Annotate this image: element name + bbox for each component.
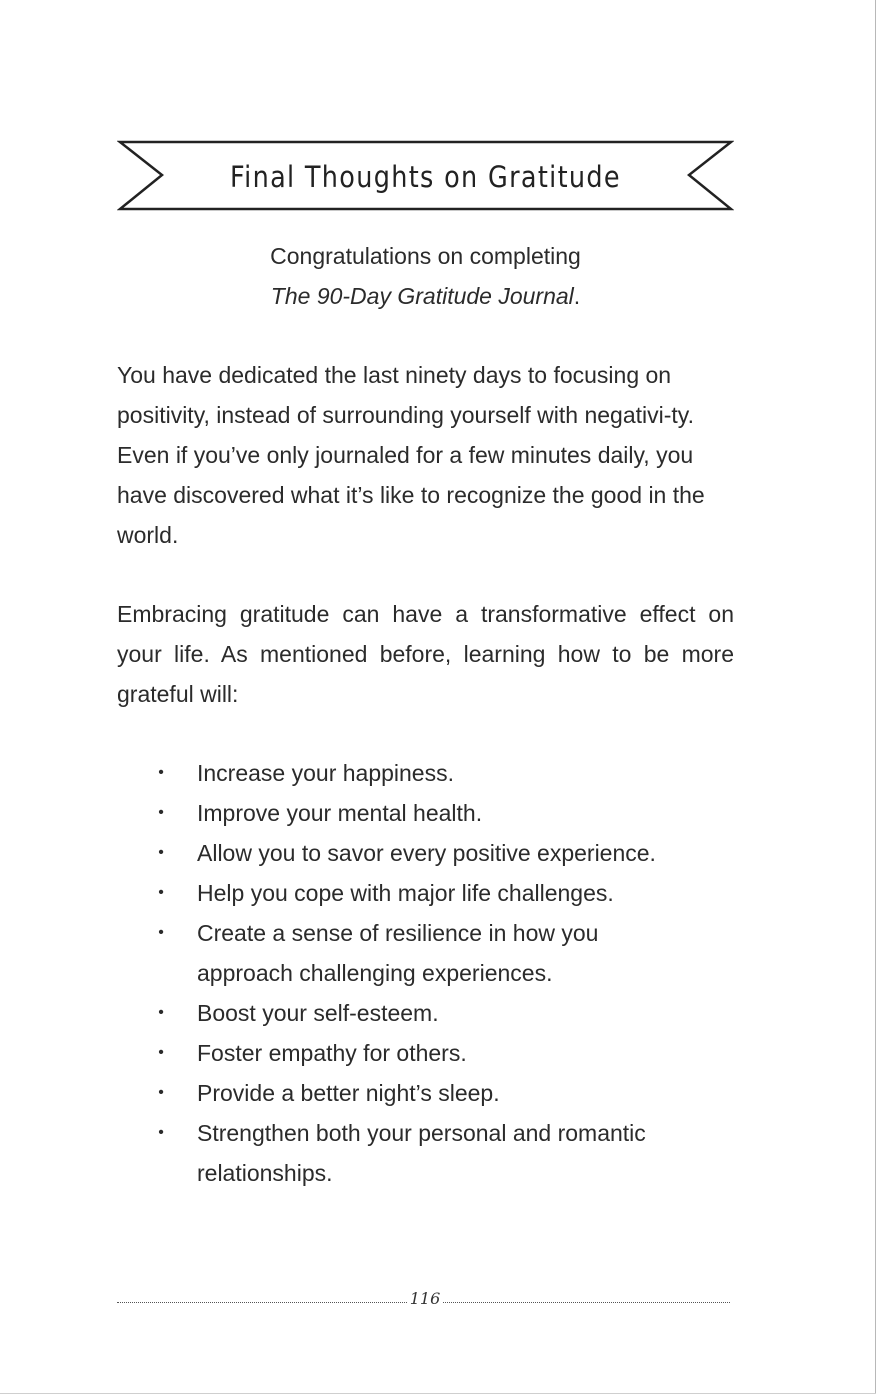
bullet-icon: • [158,1044,164,1061]
list-item-text: Improve your mental health. [197,800,483,826]
bullet-icon: • [158,884,164,901]
list-item [117,993,734,1033]
list-item-text: Increase your happiness. [197,760,454,786]
list-item-text: Strengthen both your personal and romantic relationships. [197,1120,646,1186]
body-paragraph: Embracing gratitude can have a transformative effect on your life. As mentioned before, learning how to be more grateful will: [117,601,734,707]
list-item [117,753,734,793]
list-item [117,1113,734,1193]
bullet-icon: • [158,804,164,821]
bullet-icon: • [158,924,164,941]
list-item-text: Boost your self-esteem. [197,1000,439,1026]
bullet-icon: • [158,1124,164,1141]
list-item [117,793,734,833]
list-item-text: Help you cope with major life challenges. [197,880,614,906]
bullet-icon: • [158,1004,164,1021]
bullet-icon: • [158,764,164,781]
bullet-icon: • [158,844,164,861]
intro-text [117,236,734,316]
footer-dotted-rule-left [117,1302,407,1303]
title-banner [117,140,734,211]
body-paragraph: You have dedicated the last ninety days to focusing on positivity, instead of surrounding yourself with negativi-ty. Even if you’ve only journaled for a few minutes daily, you have discovered what it’s like to recognize the good in the world. [117,362,705,548]
list-item-text: Create a sense of resilience in how you approach challenging experiences. [197,920,599,986]
list-item-text: Provide a better night’s sleep. [197,1080,500,1106]
footer-dotted-rule-right [443,1302,730,1303]
bullet-icon: • [158,1084,164,1101]
benefits-list [117,753,734,1193]
list-item [117,1033,734,1073]
intro-line: Congratulations on completing [270,243,581,269]
page-title: Final Thoughts on Gratitude [230,159,621,194]
page-number: 116 [409,1289,441,1308]
list-item [117,833,734,873]
book-title: The 90-Day Gratitude Journal [270,283,574,309]
intro-book-line [117,276,734,316]
book-title-period: . [573,283,581,309]
list-item [117,1073,734,1113]
list-item [117,913,734,993]
list-item-text: Foster empathy for others. [197,1040,467,1066]
list-item [117,873,734,913]
list-item-text: Allow you to savor every positive experience. [197,840,656,866]
